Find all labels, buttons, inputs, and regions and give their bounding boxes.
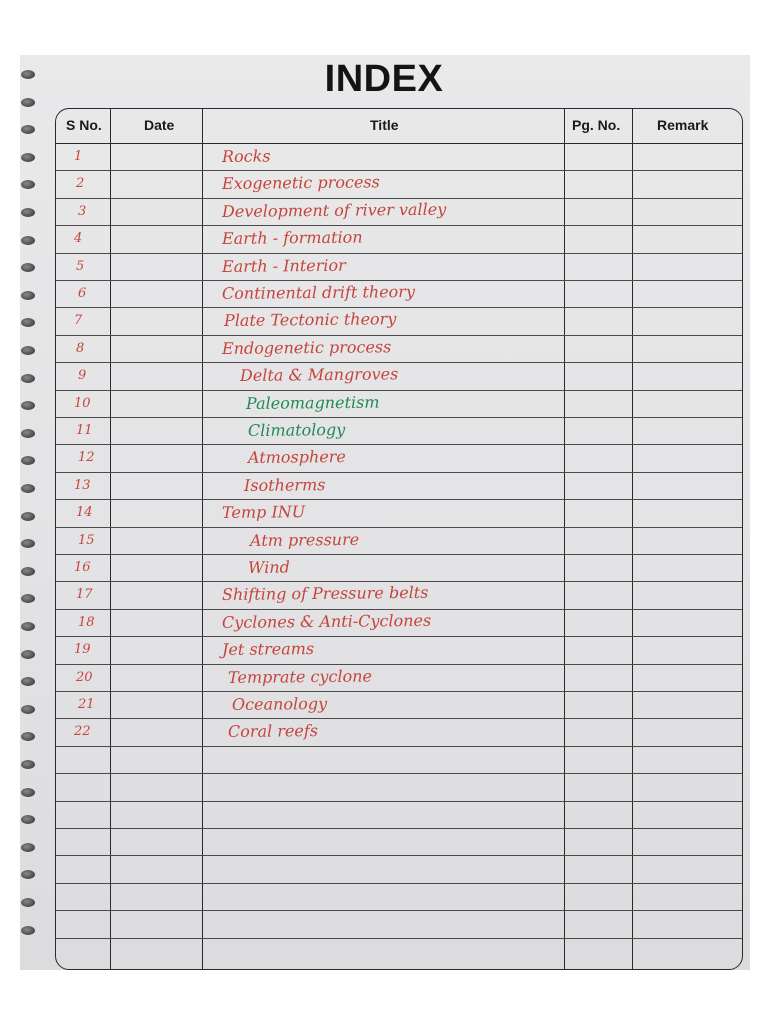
spiral-ring — [21, 125, 35, 134]
row-title: Earth - formation — [221, 227, 363, 249]
row-serial-number: 12 — [78, 450, 95, 466]
spiral-ring — [21, 263, 35, 272]
row-title: Coral reefs — [227, 721, 319, 742]
row-title: Continental drift theory — [221, 281, 416, 303]
row-serial-number: 10 — [74, 395, 91, 411]
spiral-ring — [21, 208, 35, 217]
row-rule — [56, 883, 742, 884]
row-title: Development of river valley — [221, 199, 447, 221]
row-rule — [56, 554, 742, 555]
row-title: Exogenetic process — [221, 172, 380, 194]
row-title: Climatology — [247, 419, 346, 440]
spiral-ring — [21, 346, 35, 355]
column-divider — [202, 109, 203, 969]
spiral-ring — [21, 484, 35, 493]
row-title: Delta & Mangroves — [239, 364, 399, 386]
row-serial-number: 3 — [78, 203, 87, 219]
row-serial-number: 13 — [74, 477, 91, 493]
row-serial-number: 6 — [78, 286, 87, 301]
column-header-title: Title — [370, 117, 399, 133]
row-rule — [56, 718, 742, 719]
spiral-ring — [21, 539, 35, 548]
spiral-ring — [21, 429, 35, 438]
row-title: Shifting of Pressure belts — [221, 583, 429, 605]
row-rule — [56, 335, 742, 336]
row-title: Paleomagnetism — [245, 392, 380, 413]
row-title: Atmosphere — [247, 447, 346, 468]
row-serial-number: 22 — [74, 724, 91, 740]
spiral-ring — [21, 236, 35, 245]
row-serial-number: 4 — [74, 231, 83, 247]
spiral-ring — [21, 401, 35, 410]
column-divider — [564, 109, 565, 969]
index-table — [55, 108, 743, 970]
row-title: Earth - Interior — [221, 255, 346, 276]
row-serial-number: 1 — [74, 149, 83, 164]
row-title: Endogenetic process — [221, 337, 392, 358]
row-rule — [56, 664, 742, 665]
header-rule — [56, 143, 742, 144]
row-rule — [56, 472, 742, 473]
row-rule — [56, 746, 742, 747]
row-title: Wind — [247, 557, 290, 577]
row-rule — [56, 170, 742, 171]
row-rule — [56, 828, 742, 829]
spiral-ring — [21, 567, 35, 576]
spiral-binding — [20, 70, 40, 960]
spiral-ring — [21, 318, 35, 327]
spiral-ring — [21, 374, 35, 383]
spiral-ring — [21, 512, 35, 521]
spiral-ring — [21, 843, 35, 852]
row-title: Isotherms — [243, 474, 326, 495]
row-serial-number: 19 — [74, 642, 91, 658]
row-serial-number: 21 — [78, 697, 95, 712]
spiral-ring — [21, 760, 35, 769]
row-rule — [56, 225, 742, 226]
row-rule — [56, 636, 742, 637]
row-rule — [56, 773, 742, 774]
row-title: Oceanology — [231, 694, 328, 714]
row-rule — [56, 362, 742, 363]
row-title: Plate Tectonic theory — [223, 309, 397, 331]
spiral-ring — [21, 870, 35, 879]
row-rule — [56, 527, 742, 528]
row-rule — [56, 253, 742, 254]
spiral-ring — [21, 788, 35, 797]
row-rule — [56, 855, 742, 856]
row-serial-number: 14 — [76, 505, 93, 521]
row-title: Temp INU — [221, 502, 306, 523]
row-title: Cyclones & Anti-Cyclones — [221, 610, 432, 632]
row-rule — [56, 390, 742, 391]
row-serial-number: 16 — [74, 560, 91, 575]
row-rule — [56, 307, 742, 308]
spiral-ring — [21, 456, 35, 465]
spiral-ring — [21, 622, 35, 631]
row-rule — [56, 801, 742, 802]
row-rule — [56, 499, 742, 500]
row-rule — [56, 910, 742, 911]
row-rule — [56, 938, 742, 939]
column-header-sno: S No. — [66, 117, 102, 133]
column-divider — [632, 109, 633, 969]
row-serial-number: 15 — [78, 532, 95, 548]
spiral-ring — [21, 815, 35, 824]
spiral-ring — [21, 291, 35, 300]
spiral-ring — [21, 705, 35, 714]
row-serial-number: 11 — [76, 423, 93, 438]
row-serial-number: 2 — [76, 176, 85, 192]
column-header-remark: Remark — [657, 117, 709, 133]
spiral-ring — [21, 926, 35, 935]
row-title: Rocks — [221, 146, 271, 166]
row-serial-number: 5 — [76, 258, 85, 274]
column-header-date: Date — [144, 117, 175, 133]
spiral-ring — [21, 898, 35, 907]
row-rule — [56, 691, 742, 692]
row-serial-number: 9 — [78, 368, 87, 384]
spiral-ring — [21, 650, 35, 659]
row-title: Jet streams — [221, 639, 315, 660]
row-serial-number: 7 — [74, 313, 83, 329]
spiral-ring — [21, 677, 35, 686]
row-serial-number: 18 — [78, 614, 95, 630]
row-serial-number: 8 — [76, 340, 85, 356]
column-header-page-number: Pg. No. — [572, 117, 621, 133]
page-heading: INDEX — [324, 58, 444, 100]
column-divider — [110, 109, 111, 969]
spiral-ring — [21, 153, 35, 162]
row-rule — [56, 444, 742, 445]
row-title: Atm pressure — [249, 529, 360, 550]
spiral-ring — [21, 732, 35, 741]
spiral-ring — [21, 594, 35, 603]
spiral-ring — [21, 180, 35, 189]
row-serial-number: 20 — [76, 669, 93, 685]
row-title: Temprate cyclone — [227, 666, 373, 687]
row-serial-number: 17 — [76, 587, 93, 603]
row-rule — [56, 417, 742, 418]
